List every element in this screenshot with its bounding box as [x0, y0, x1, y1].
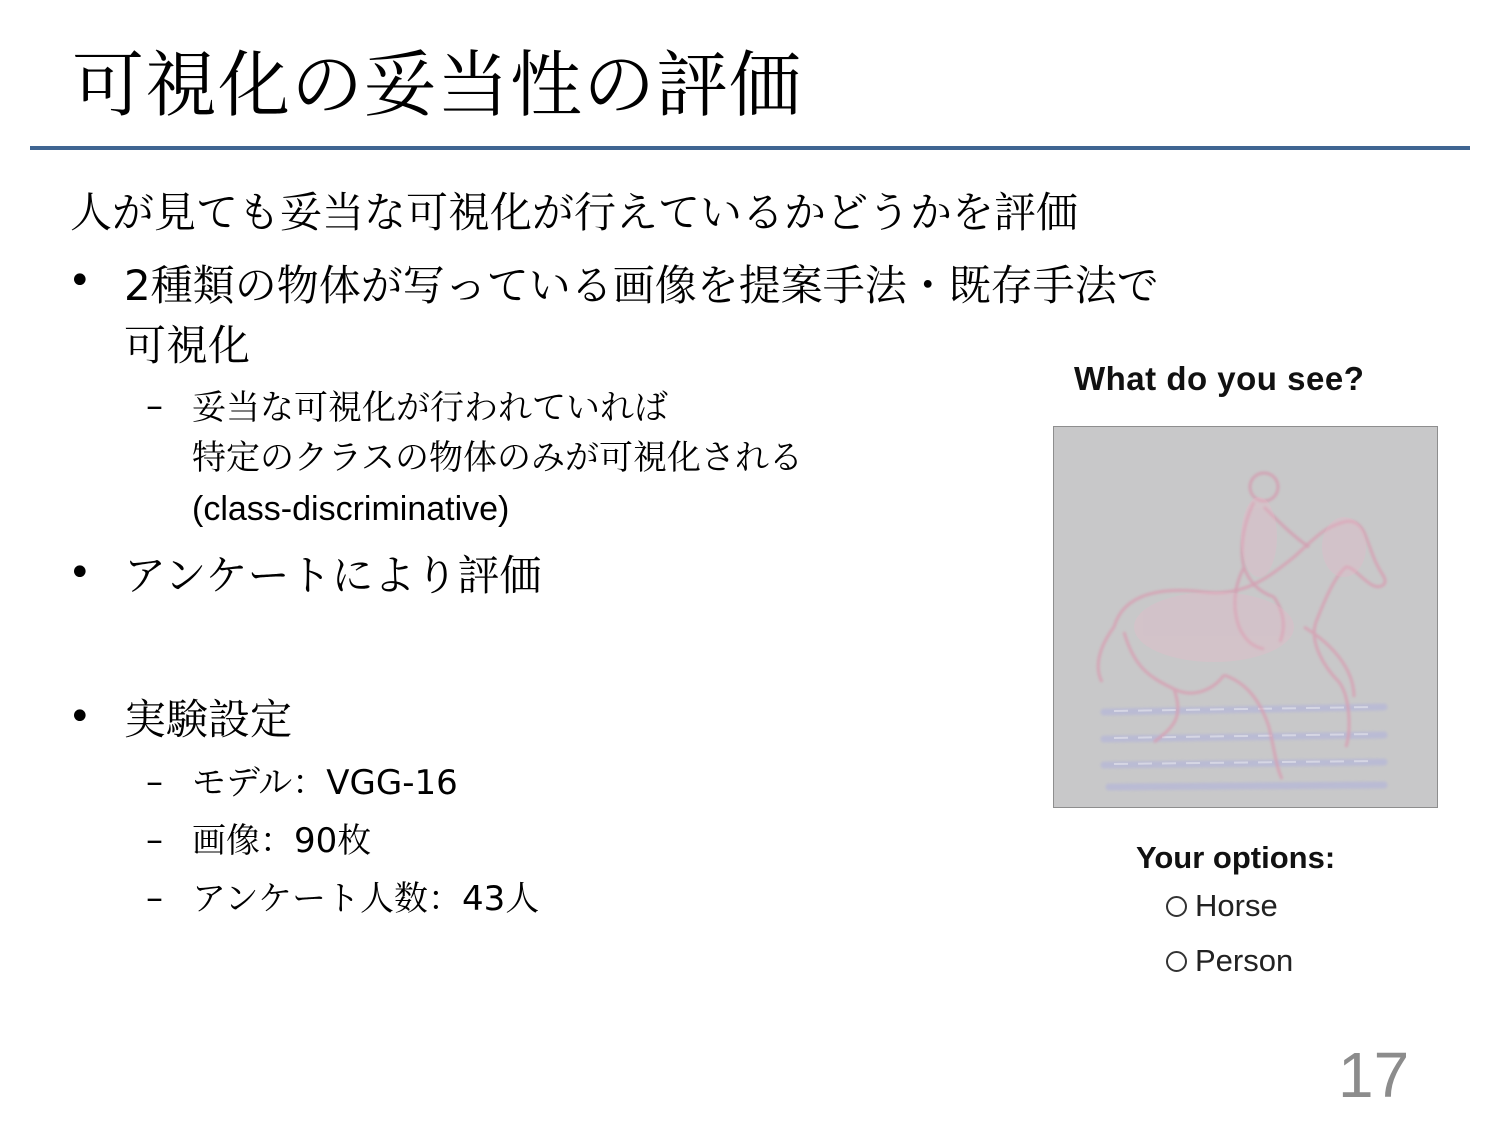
option-horse-label: Horse: [1195, 888, 1278, 923]
dash-marker: –: [146, 820, 163, 860]
bullet-1-line1: 2種類の物体が写っている画像を提案手法・既存手法で: [124, 261, 1159, 310]
dash-marker: –: [146, 762, 163, 802]
bullet-3-text: 実験設定: [124, 695, 293, 744]
dash-marker: –: [146, 878, 163, 918]
horse-rider-visualization-icon: [1054, 427, 1437, 807]
bullet-marker: •: [68, 550, 92, 596]
page-number: 17: [1338, 1039, 1410, 1111]
quiz-options-label: Your options:: [1136, 840, 1336, 875]
setting-respondents: アンケート人数：43人: [192, 879, 540, 919]
quiz-image: [1053, 426, 1438, 808]
option-person-label: Person: [1195, 943, 1294, 978]
title-rule: [30, 146, 1470, 150]
setting-model: モデル：VGG-16: [192, 763, 458, 803]
radio-button[interactable]: [1166, 951, 1187, 972]
sub-1-line2: 特定のクラスの物体のみが可視化される: [192, 438, 803, 478]
option-horse[interactable]: [1166, 888, 1278, 924]
bullet-1-line2: 可視化: [124, 321, 251, 370]
option-person[interactable]: [1166, 943, 1293, 979]
quiz-question: What do you see?: [1074, 360, 1365, 397]
radio-button[interactable]: [1166, 896, 1187, 917]
setting-images: 画像：90枚: [192, 821, 372, 861]
bullet-marker: •: [68, 694, 92, 740]
intro-text: 人が見ても妥当な可視化が行えているかどうかを評価: [70, 188, 1079, 237]
sub-1-line3: (class-discriminative): [192, 490, 510, 528]
sub-1-line1: 妥当な可視化が行われていれば: [192, 388, 668, 428]
bullet-marker: •: [68, 258, 92, 304]
slide-title: 可視化の妥当性の評価: [72, 43, 803, 127]
dash-marker: –: [146, 386, 163, 426]
bullet-2-text: アンケートにより評価: [124, 551, 542, 600]
